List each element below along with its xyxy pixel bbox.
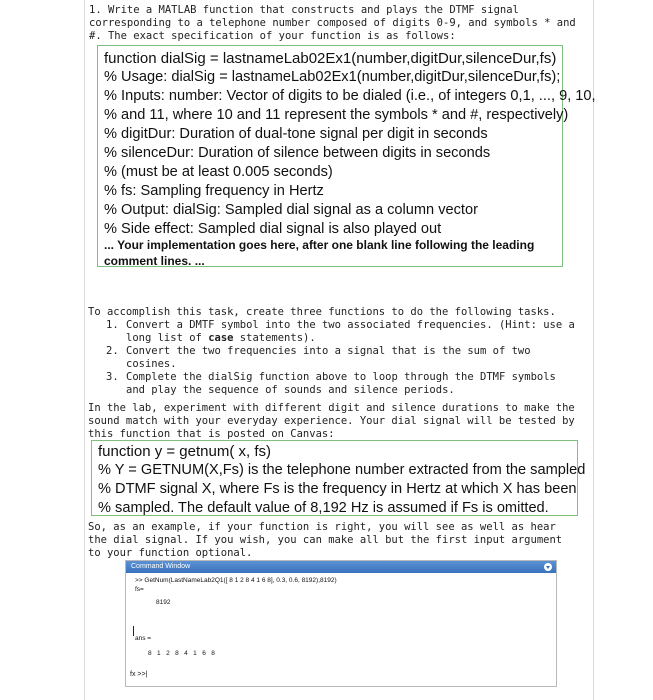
spec-line: % Side effect: Sampled dial signal is also played out (104, 221, 442, 237)
spec-line: % Output: dialSig: Sampled dial signal as a column vector (104, 202, 478, 218)
case-keyword: case (208, 332, 234, 344)
task-list (88, 319, 593, 397)
spec-line: function dialSig = lastnameLab02Ex1(number,digitDur,silenceDur,fs) (104, 50, 557, 67)
impl-line-1: ... Your implementation goes here, after one blank line following the leading (104, 238, 535, 252)
spec-line: % silenceDur: Duration of silence between digits in seconds (104, 145, 491, 161)
lab-line-1: In the lab, experiment with different digit and silence durations to make the (88, 402, 575, 414)
spec-line: % Usage: dialSig = lastnameLab02Ex1(number,digitDur,silenceDur,fs); (104, 69, 561, 85)
getnum-box (91, 440, 586, 516)
tasks-intro: To accomplish this task, create three functions to do the following tasks. (88, 306, 556, 318)
task-text-cont: and play the sequence of sounds and silence periods. (126, 384, 455, 396)
task-number: 2. (106, 345, 119, 357)
implementation-note (104, 237, 554, 269)
lab-line-2: sound match with your everyday experience. Your dial signal will be tested by (88, 415, 575, 427)
ans-value: 8 1 2 8 4 1 6 8 (148, 650, 215, 657)
command-line: >> GetNum(LastNameLab2Q1([ 8 1 2 8 4 1 6 8], 0.3, 0.6, 8192),8192) (135, 577, 337, 584)
window-menu-icon[interactable] (544, 563, 552, 571)
example-paragraph (88, 521, 593, 560)
spec-line: % digitDur: Duration of dual-tone signal per digit in seconds (104, 126, 488, 142)
getnum-line: % sampled. The default value of 8,192 Hz is assumed if Fs is omitted. (98, 500, 549, 516)
task-text: Convert the two frequencies into a signal that is the sum of two (126, 345, 531, 357)
command-window-title: Command Window (131, 563, 191, 570)
problem-intro (89, 4, 589, 43)
spec-line: % (must be at least 0.005 seconds) (104, 164, 333, 180)
task-text-part: long list of (126, 332, 209, 344)
command-window (125, 560, 557, 687)
task-text: Complete the dialSig function above to loop through the DTMF symbols (126, 371, 556, 383)
task-number: 3. (106, 371, 119, 383)
lab-paragraph (88, 402, 593, 441)
document-page (84, 0, 594, 700)
intro-line-3: #. The exact specification of your function is as follows: (89, 30, 456, 42)
lab-line-3: this function that is posted on Canvas: (88, 428, 335, 440)
spec-line: % fs: Sampling frequency in Hertz (104, 183, 324, 199)
task-number: 1. (106, 319, 119, 331)
example-line-1: So, as an example, if your function is right, you will see as well as hear (88, 521, 556, 533)
getnum-line: % Y = GETNUM(X,Fs) is the telephone number extracted from the sampled (98, 462, 586, 478)
ans-label: ans = (135, 635, 152, 642)
command-window-title-bar (126, 561, 556, 573)
fs-value: 8192 (156, 599, 171, 606)
getnum-line: % DTMF signal X, where Fs is the frequency in Hertz at which X has been (98, 481, 577, 497)
intro-line-2: corresponding to a telephone number composed of digits 0-9, and symbols * and (89, 17, 576, 29)
task-text-part: statements). (233, 332, 316, 344)
task-text: Convert a DMTF symbol into the two associated frequencies. (Hint: use a (126, 319, 575, 331)
task-text-cont: cosines. (126, 358, 177, 370)
impl-line-2: comment lines. ... (104, 254, 205, 268)
getnum-line: function y = getnum( x, fs) (98, 443, 271, 460)
task-item-2 (88, 345, 593, 371)
example-line-3: to your function optional. (88, 547, 253, 559)
text-cursor (133, 626, 134, 636)
task-item-1 (88, 319, 593, 345)
intro-line-1: 1. Write a MATLAB function that constructs and plays the DTMF signal (89, 4, 519, 16)
function-spec-box (97, 45, 596, 268)
spec-line: % and 11, where 10 and 11 represent the symbols * and #, respectively) (104, 107, 569, 123)
task-item-3 (88, 371, 593, 397)
spec-line: % Inputs: number: Vector of digits to be dialed (i.e., of integers 0,1, ..., 9, 10, (104, 88, 596, 104)
command-prompt[interactable]: fx >>| (130, 671, 148, 678)
example-line-2: the dial signal. If you wish, you can make all but the first input argument (88, 534, 563, 546)
fs-label: fs= (135, 586, 144, 593)
task-text-cont (126, 332, 593, 345)
